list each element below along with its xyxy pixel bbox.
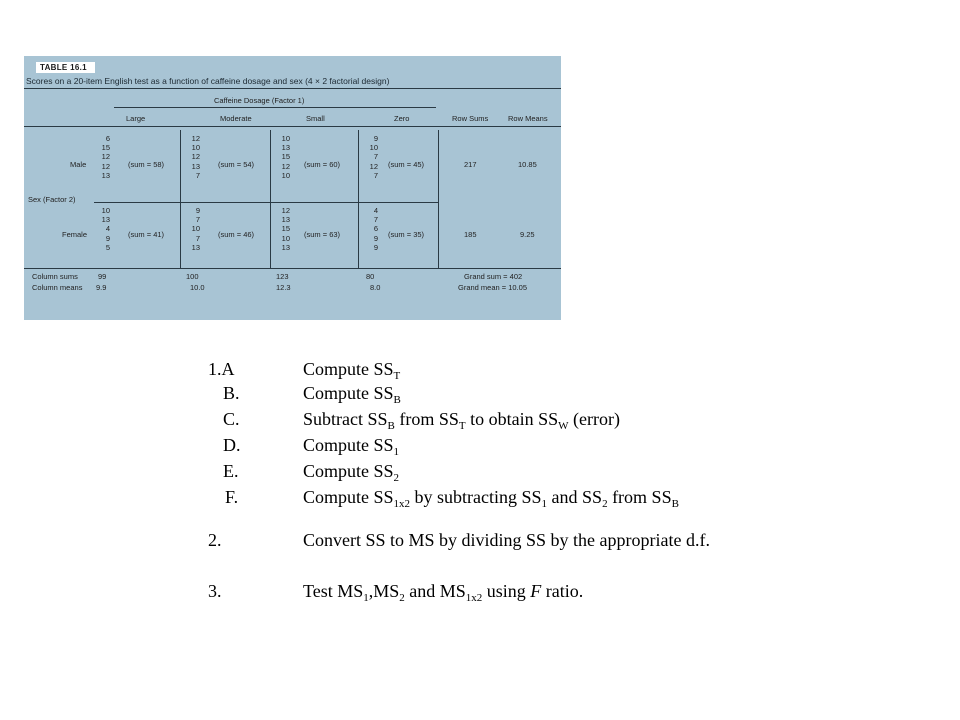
column-mean-large: 9.9 xyxy=(96,283,107,292)
step-1f-number: F. xyxy=(225,487,239,507)
divider-4 xyxy=(438,130,439,268)
factor2-label: Sex (Factor 2) xyxy=(28,195,76,204)
step-1c-number: C. xyxy=(223,409,240,429)
sum-male-moderate: (sum = 54) xyxy=(218,160,255,169)
rule-bottom xyxy=(24,268,561,269)
sum-male-zero: (sum = 45) xyxy=(388,160,425,169)
rule-header xyxy=(24,126,561,127)
rule-factor1 xyxy=(114,107,436,108)
column-mean-small: 12.3 xyxy=(276,283,291,292)
table-label: TABLE 16.1 xyxy=(36,62,95,73)
table-caption: Scores on a 20-item English test as a function of caffeine dosage and sex (4 × 2 factorial design) xyxy=(26,76,390,86)
row-mean-female: 9.25 xyxy=(520,230,535,239)
col-header-row-sums: Row Sums xyxy=(452,114,489,123)
column-mean-zero: 8.0 xyxy=(370,283,381,292)
step-2-text: Convert SS to MS by dividing SS by the appropriate d.f. xyxy=(303,530,710,550)
column-sum-moderate: 100 xyxy=(186,272,199,281)
row-mean-male: 10.85 xyxy=(518,160,537,169)
grand-mean: Grand mean = 10.05 xyxy=(458,283,528,292)
column-sum-large: 99 xyxy=(98,272,107,281)
rule-middle xyxy=(94,202,439,203)
scores-male-large: 6 15 12 12 13 xyxy=(101,134,110,180)
step-1e-number: E. xyxy=(223,461,239,481)
step-1d-number: D. xyxy=(223,435,241,455)
scores-male-moderate: 12 10 12 13 7 xyxy=(191,134,200,180)
step-2-number: 2. xyxy=(208,530,222,550)
col-header-zero: Zero xyxy=(394,114,410,123)
column-mean-moderate: 10.0 xyxy=(190,283,205,292)
scores-female-zero: 4 7 6 9 9 xyxy=(373,206,378,252)
scores-male-small: 10 13 15 12 10 xyxy=(281,134,290,180)
row-label-female: Female xyxy=(62,230,88,239)
column-sums-label: Column sums xyxy=(32,272,78,281)
row-sum-male: 217 xyxy=(464,160,477,169)
step-1a-text: Compute $SS_T$ xyxy=(303,359,401,382)
divider-1 xyxy=(180,130,181,268)
step-3-number: 3. xyxy=(208,581,222,601)
scores-male-zero: 9 10 7 12 7 xyxy=(369,134,378,180)
factor1-header: Caffeine Dosage (Factor 1) xyxy=(214,96,305,105)
col-header-row-means: Row Means xyxy=(508,114,548,123)
sum-female-small: (sum = 63) xyxy=(304,230,341,239)
divider-3 xyxy=(358,130,359,268)
step-1f-text: Compute $SS_{1x2}$ by subtracting $SS_1$ and $SS_2$ from $SS_B$ xyxy=(303,487,679,510)
sum-male-large: (sum = 58) xyxy=(128,160,165,169)
column-sum-small: 123 xyxy=(276,272,289,281)
col-header-moderate: Moderate xyxy=(220,114,252,123)
sum-female-zero: (sum = 35) xyxy=(388,230,425,239)
row-sum-female: 185 xyxy=(464,230,477,239)
column-sum-zero: 80 xyxy=(366,272,375,281)
step-1c-text: Subtract $SS_B$ from $SS_T$ to obtain $SS_W$ (error) xyxy=(303,409,620,432)
table-image xyxy=(24,56,561,320)
grand-sum: Grand sum = 402 xyxy=(464,272,523,281)
sum-female-moderate: (sum = 46) xyxy=(218,230,255,239)
divider-2 xyxy=(270,130,271,268)
step-1e-text: Compute $SS_2$ xyxy=(303,461,400,484)
step-1b-number: B. xyxy=(223,383,240,403)
sum-male-small: (sum = 60) xyxy=(304,160,341,169)
scores-female-large: 10 13 4 9 5 xyxy=(101,206,110,252)
step-1d-text: Compute $SS_1$ xyxy=(303,435,400,458)
row-label-male: Male xyxy=(70,160,87,169)
scores-female-small: 12 13 15 10 13 xyxy=(281,206,290,252)
scores-female-moderate: 9 7 10 7 13 xyxy=(191,206,200,252)
step-1b-text: Compute $SS_B$ xyxy=(303,383,401,406)
step-1a-number: 1.A xyxy=(208,359,235,379)
column-means-label: Column means xyxy=(32,283,83,292)
sum-female-large: (sum = 41) xyxy=(128,230,165,239)
rule-top xyxy=(24,88,561,89)
col-header-large: Large xyxy=(126,114,146,123)
col-header-small: Small xyxy=(306,114,325,123)
step-3-text: Test $MS_1,MS_2$ and $MS_{1x2}$ using F ratio. xyxy=(303,581,584,604)
